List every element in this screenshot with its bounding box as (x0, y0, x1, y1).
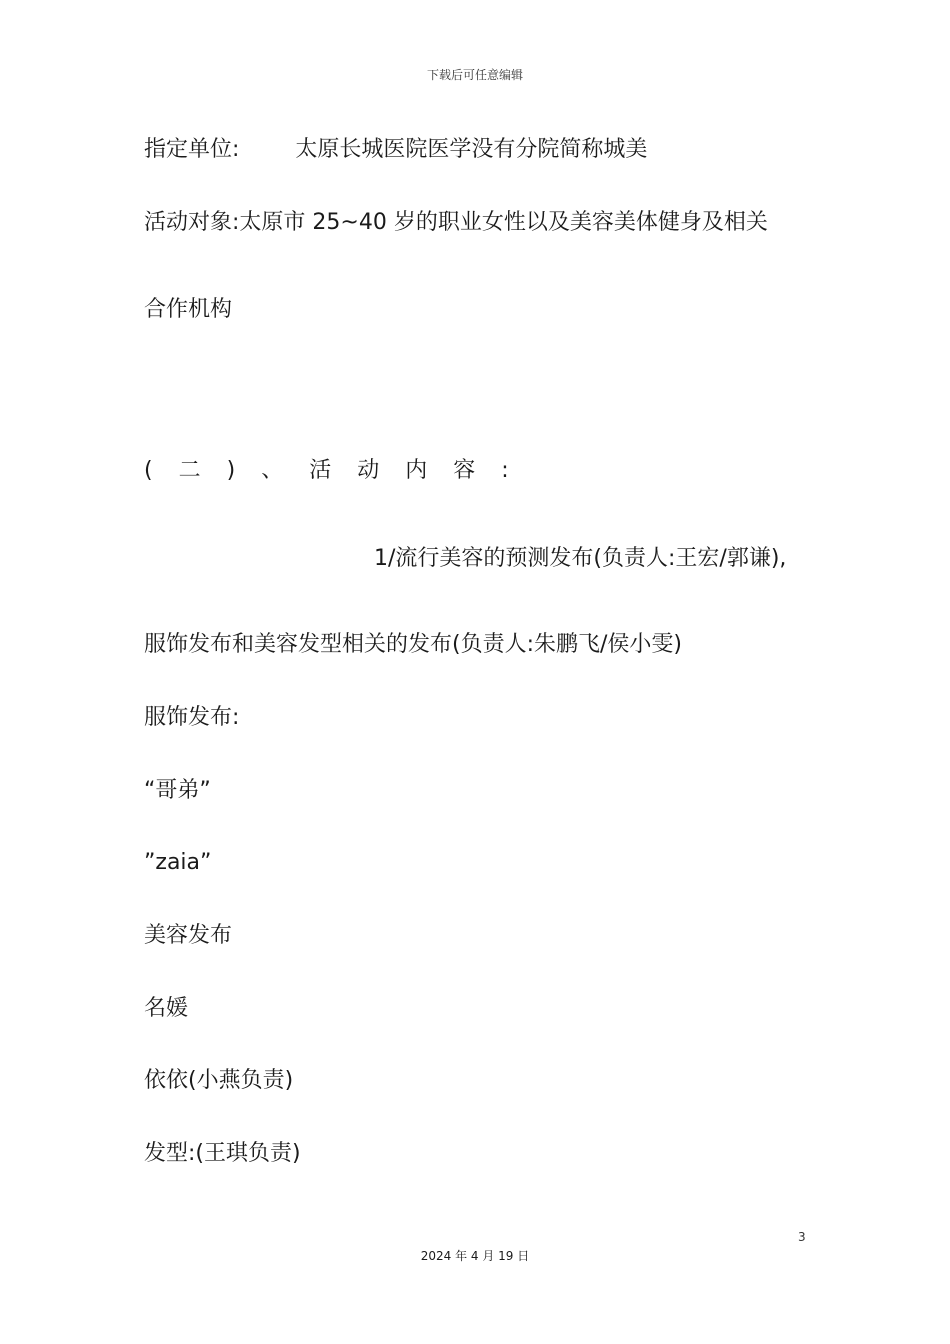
item-fashion-beauty-hair: 服饰发布和美容发型相关的发布(负责人:朱鹏飞/侯小雯) (144, 632, 682, 657)
section-heading-char: 内 (405, 458, 428, 483)
section-heading-char: ) (226, 458, 236, 483)
designated-unit-value: 太原长城医院医学没有分院简称城美 (295, 137, 648, 162)
section-heading-activity-content (144, 456, 535, 486)
section-heading-char: 动 (357, 458, 380, 483)
designated-unit-line (144, 135, 647, 165)
section-heading-char: 二 (178, 458, 201, 483)
beauty-item-mingyuan: 名媛 (144, 996, 189, 1021)
beauty-item-yiyi: 依依(小燕负责) (144, 1068, 294, 1093)
fashion-release-label: 服饰发布: (144, 705, 240, 730)
page-header: 下载后可任意编辑 (426, 68, 523, 82)
page-number: 3 (798, 1230, 806, 1244)
audience-line-2: 合作机构 (144, 297, 233, 322)
designated-unit-label: 指定单位: (144, 137, 240, 162)
beauty-release-label: 美容发布 (144, 923, 233, 948)
section-heading-char: 、 (261, 458, 284, 483)
footer-date: 2024 年 4 月 19 日 (420, 1249, 530, 1263)
brand-zaia: ”zaia” (144, 850, 212, 875)
brand-gedi: “哥弟” (144, 778, 211, 803)
section-heading-char: ( (144, 458, 153, 483)
section-heading-char: : (501, 458, 509, 483)
audience-line-1: 活动对象:太原市 25~40 岁的职业女性以及美容美体健身及相关 (144, 210, 768, 235)
item-trend-forecast: 1/流行美容的预测发布(负责人:王宏/郭谦), (374, 546, 787, 571)
section-heading-char: 活 (309, 458, 332, 483)
section-heading-char: 容 (453, 458, 476, 483)
hair-release-label: 发型:(王琪负责) (144, 1141, 301, 1166)
